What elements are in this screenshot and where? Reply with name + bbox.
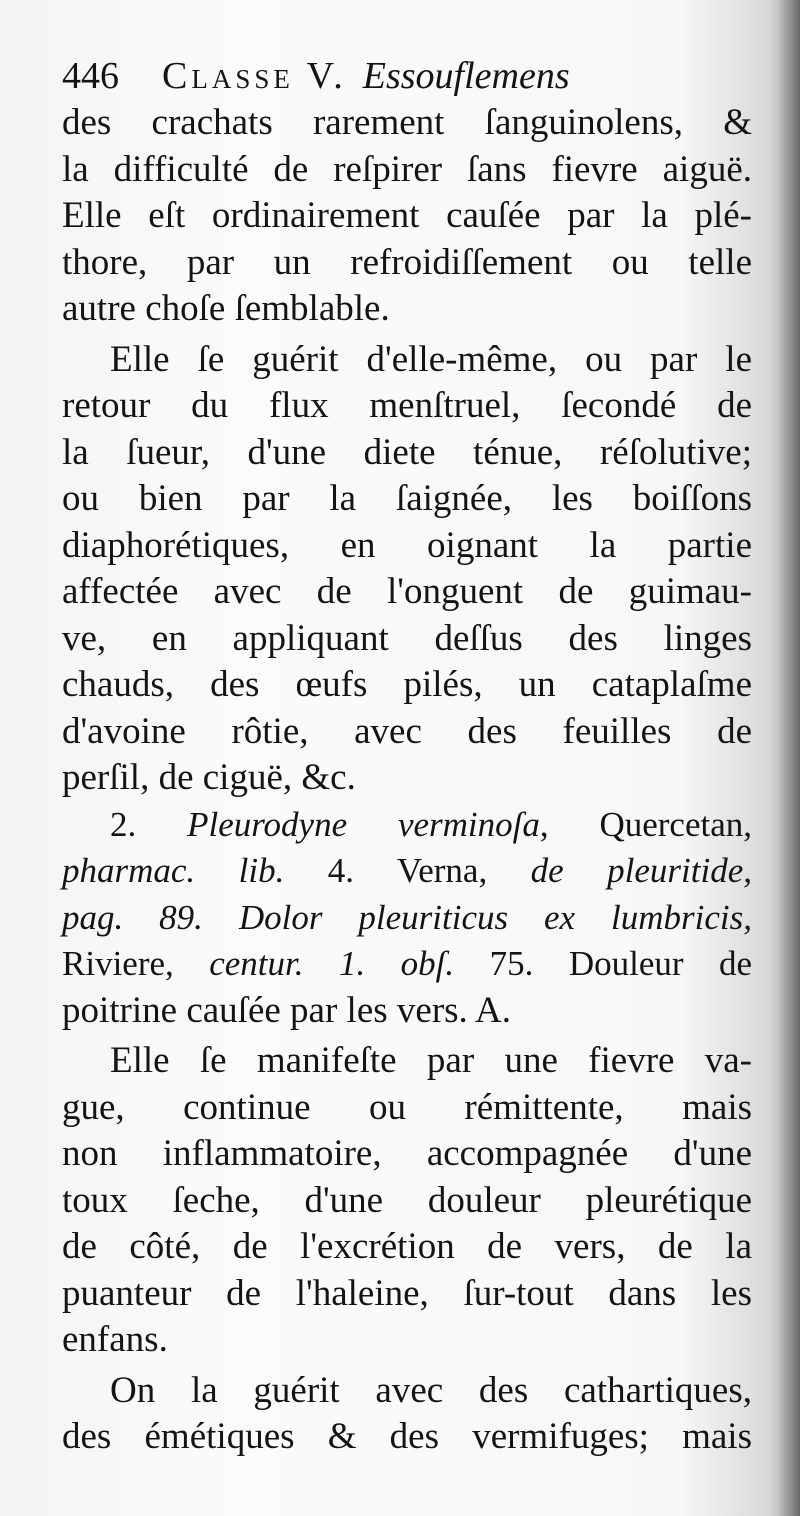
reference-citation: pharmac. lib.	[62, 851, 285, 890]
text-block	[62, 52, 752, 1461]
text-line: poitrine cauſée par les vers. A.	[62, 989, 511, 1031]
text-line: la ſueur, d'une diete ténue, réſolutive;	[62, 431, 752, 473]
entry-number: 2.	[110, 804, 137, 844]
running-header	[62, 52, 752, 100]
text-line: puanteur de l'haleine, ſur-tout dans les	[62, 1272, 752, 1314]
text-line: non inflammatoire, accompagnée d'une	[62, 1133, 752, 1174]
text-line: la difficulté de reſpirer ſans fievre aiguë.	[62, 148, 752, 190]
disease-name: Pleurodyne verminoſa	[187, 804, 540, 844]
text-line: chauds, des œufs pilés, un cataplaſme	[62, 664, 752, 705]
text-line: thore, par un refroidiſſement ou telle	[62, 241, 752, 283]
reference-author: Riviere,	[62, 944, 210, 983]
text-line: ve, en appliquant deſſus des linges	[62, 617, 752, 659]
reference-citation: centur. 1. obſ.	[209, 944, 455, 983]
text-line: diaphorétiques, en oignant la partie	[62, 524, 752, 566]
reference-line	[62, 848, 752, 895]
text-line: enfans.	[62, 1319, 168, 1360]
reference-line	[62, 941, 752, 988]
text-line: perſil, de ciguë, &c.	[62, 757, 356, 798]
text-line: On la guérit avec des cathartiques,	[110, 1369, 752, 1411]
text-line: retour du flux menſtruel, ſecondé de	[62, 385, 752, 426]
reference-line	[62, 802, 752, 849]
text-line: de côté, de l'excrétion de vers, de la	[62, 1226, 752, 1267]
chapter-title: Classe V.	[162, 55, 347, 97]
text-line: affectée avec de l'onguent de guimau-	[62, 571, 752, 612]
text-line: Elle ſe guérit d'elle-même, ou par le	[110, 338, 752, 380]
text-line: des crachats rarement ſanguinolens, &	[62, 102, 752, 143]
text-line: autre choſe ſemblable.	[62, 288, 390, 329]
text-line: Elle eſt ordinairement cauſée par la plé-	[62, 195, 752, 236]
reference-citation: 4. Verna,	[284, 851, 531, 890]
page-gutter-shadow	[778, 0, 800, 1516]
reference-citation: de pleuritide,	[530, 851, 752, 890]
reference-author: , Quercetan,	[539, 804, 753, 844]
text-line: gue, continue ou rémittente, mais	[62, 1086, 752, 1128]
reference-line: pag. 89. Dolor pleuriticus ex lumbricis,	[62, 897, 752, 937]
text-line: d'avoine rôtie, avec des feuilles de	[62, 710, 752, 752]
text-line: ou bien par la ſaignée, les boiſſons	[62, 478, 752, 519]
page-number: 446	[62, 55, 119, 97]
section-title: Essouflemens	[362, 55, 570, 97]
text-line: Elle ſe manifeſte par une fievre va-	[110, 1040, 752, 1081]
text-line: toux ſeche, d'une douleur pleurétique	[62, 1179, 752, 1221]
reference-text: 75. Douleur de	[454, 944, 752, 983]
text-line: des émétiques & des vermifuges; mais	[62, 1416, 752, 1457]
